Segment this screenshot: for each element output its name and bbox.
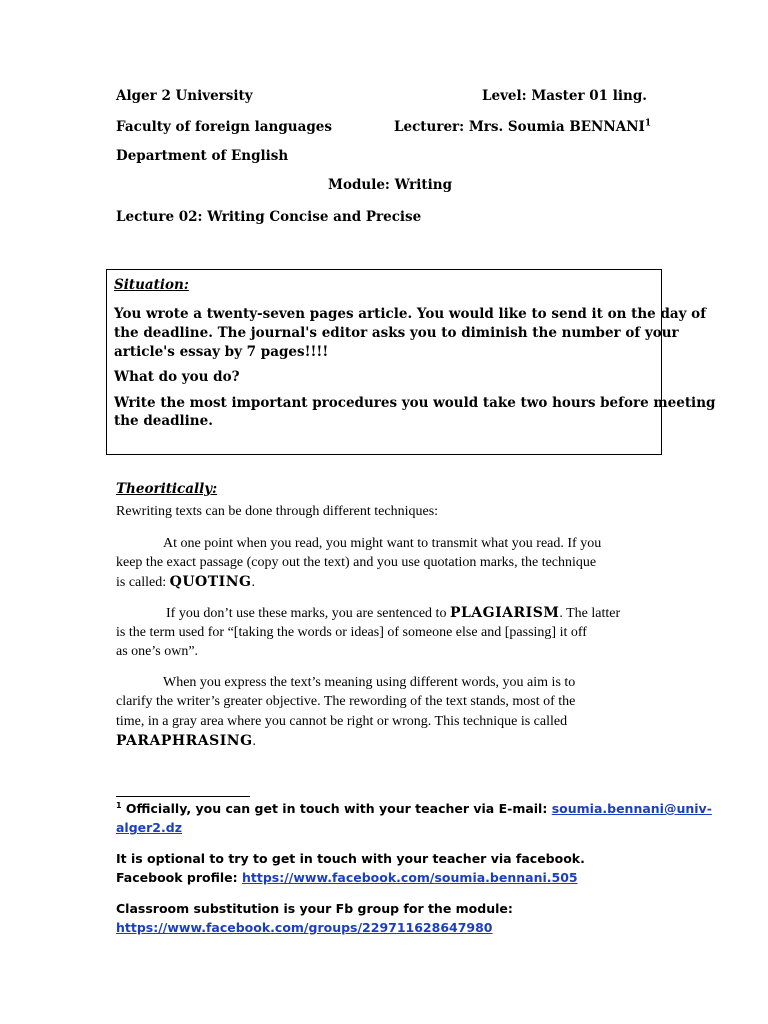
paragraph-paraphrasing-line: time, in a gray area where you cannot be right or wrong. This technique is called xyxy=(116,714,568,729)
lecturer-label: Lecturer: Mrs. Soumia BENNANI$^1$ xyxy=(394,118,652,135)
paragraph-quoting-line: keep the exact passage (copy out the text) and you use quotation marks, the technique xyxy=(116,555,597,570)
theory-heading: Theoritically: xyxy=(116,481,218,497)
footnote-email-line: $^1$ Officially, you can get in touch with your teacher via E-mail: soumia.bennani@univ- xyxy=(116,800,712,816)
facebook-profile-line: Facebook profile: https://www.facebook.com/soumia.bennani.505 xyxy=(116,870,578,885)
theory-intro: Rewriting texts can be done through different techniques: xyxy=(116,504,439,519)
footnote-email-line xyxy=(116,820,182,835)
paragraph-plagiarism-line: is the term used for “[taking the words or ideas] of someone else and [passing] it off xyxy=(116,625,587,640)
facebook-note: It is optional to try to get in touch with your teacher via facebook. xyxy=(116,851,585,866)
situation-task-line: the deadline. xyxy=(114,413,213,429)
facebook-profile-link[interactable]: https://www.facebook.com/soumia.bennani.505 xyxy=(242,870,578,885)
situation-question: What do you do? xyxy=(114,369,240,385)
email-link[interactable]: soumia.bennani@univ- xyxy=(551,801,712,816)
footnote-ref: 1 xyxy=(644,118,652,129)
footnote-separator xyxy=(116,796,250,797)
paragraph-plagiarism-line: as one’s own”. xyxy=(116,644,199,659)
module-label: Module: Writing xyxy=(328,177,453,193)
paragraph-paraphrasing-line: PARAPHRASING. xyxy=(116,733,257,749)
facebook-group-line xyxy=(116,920,493,935)
situation-text-line: You wrote a twenty-seven pages article. You would like to send it on the day of xyxy=(114,306,706,322)
situation-text-line: article's essay by 7 pages!!!! xyxy=(114,344,329,360)
paragraph-quoting-line: is called: QUOTING. xyxy=(116,574,255,590)
term-quoting: QUOTING xyxy=(169,574,252,590)
department-name: Department of English xyxy=(116,148,289,164)
paragraph-paraphrasing-line: When you express the text’s meaning using different words, you aim is to xyxy=(163,675,576,690)
situation-heading: Situation: xyxy=(114,277,189,293)
paragraph-paraphrasing-line: clarify the writer’s greater objective. The rewording of the text stands, most of the xyxy=(116,694,576,709)
email-link-continued[interactable]: alger2.dz xyxy=(116,820,182,835)
faculty-name: Faculty of foreign languages xyxy=(116,119,332,135)
term-plagiarism: PLAGIARISM xyxy=(449,605,560,621)
lecture-title: Lecture 02: Writing Concise and Precise xyxy=(116,209,422,225)
level-label: Level: Master 01 ling. xyxy=(482,88,647,104)
paragraph-plagiarism-line: If you don’t use these marks, you are sentenced to PLAGIARISM. The latter xyxy=(166,605,621,621)
classroom-note: Classroom substitution is your Fb group for the module: xyxy=(116,901,513,916)
university-name: Alger 2 University xyxy=(116,88,253,104)
situation-task-line: Write the most important procedures you would take two hours before meeting xyxy=(114,395,716,411)
paragraph-quoting-line: At one point when you read, you might want to transmit what you read. If you xyxy=(163,536,602,551)
term-paraphrasing: PARAPHRASING xyxy=(116,733,253,749)
situation-text-line: the deadline. The journal's editor asks you to diminish the number of your xyxy=(114,325,679,341)
facebook-group-link[interactable]: https://www.facebook.com/groups/229711628647980 xyxy=(116,920,493,935)
